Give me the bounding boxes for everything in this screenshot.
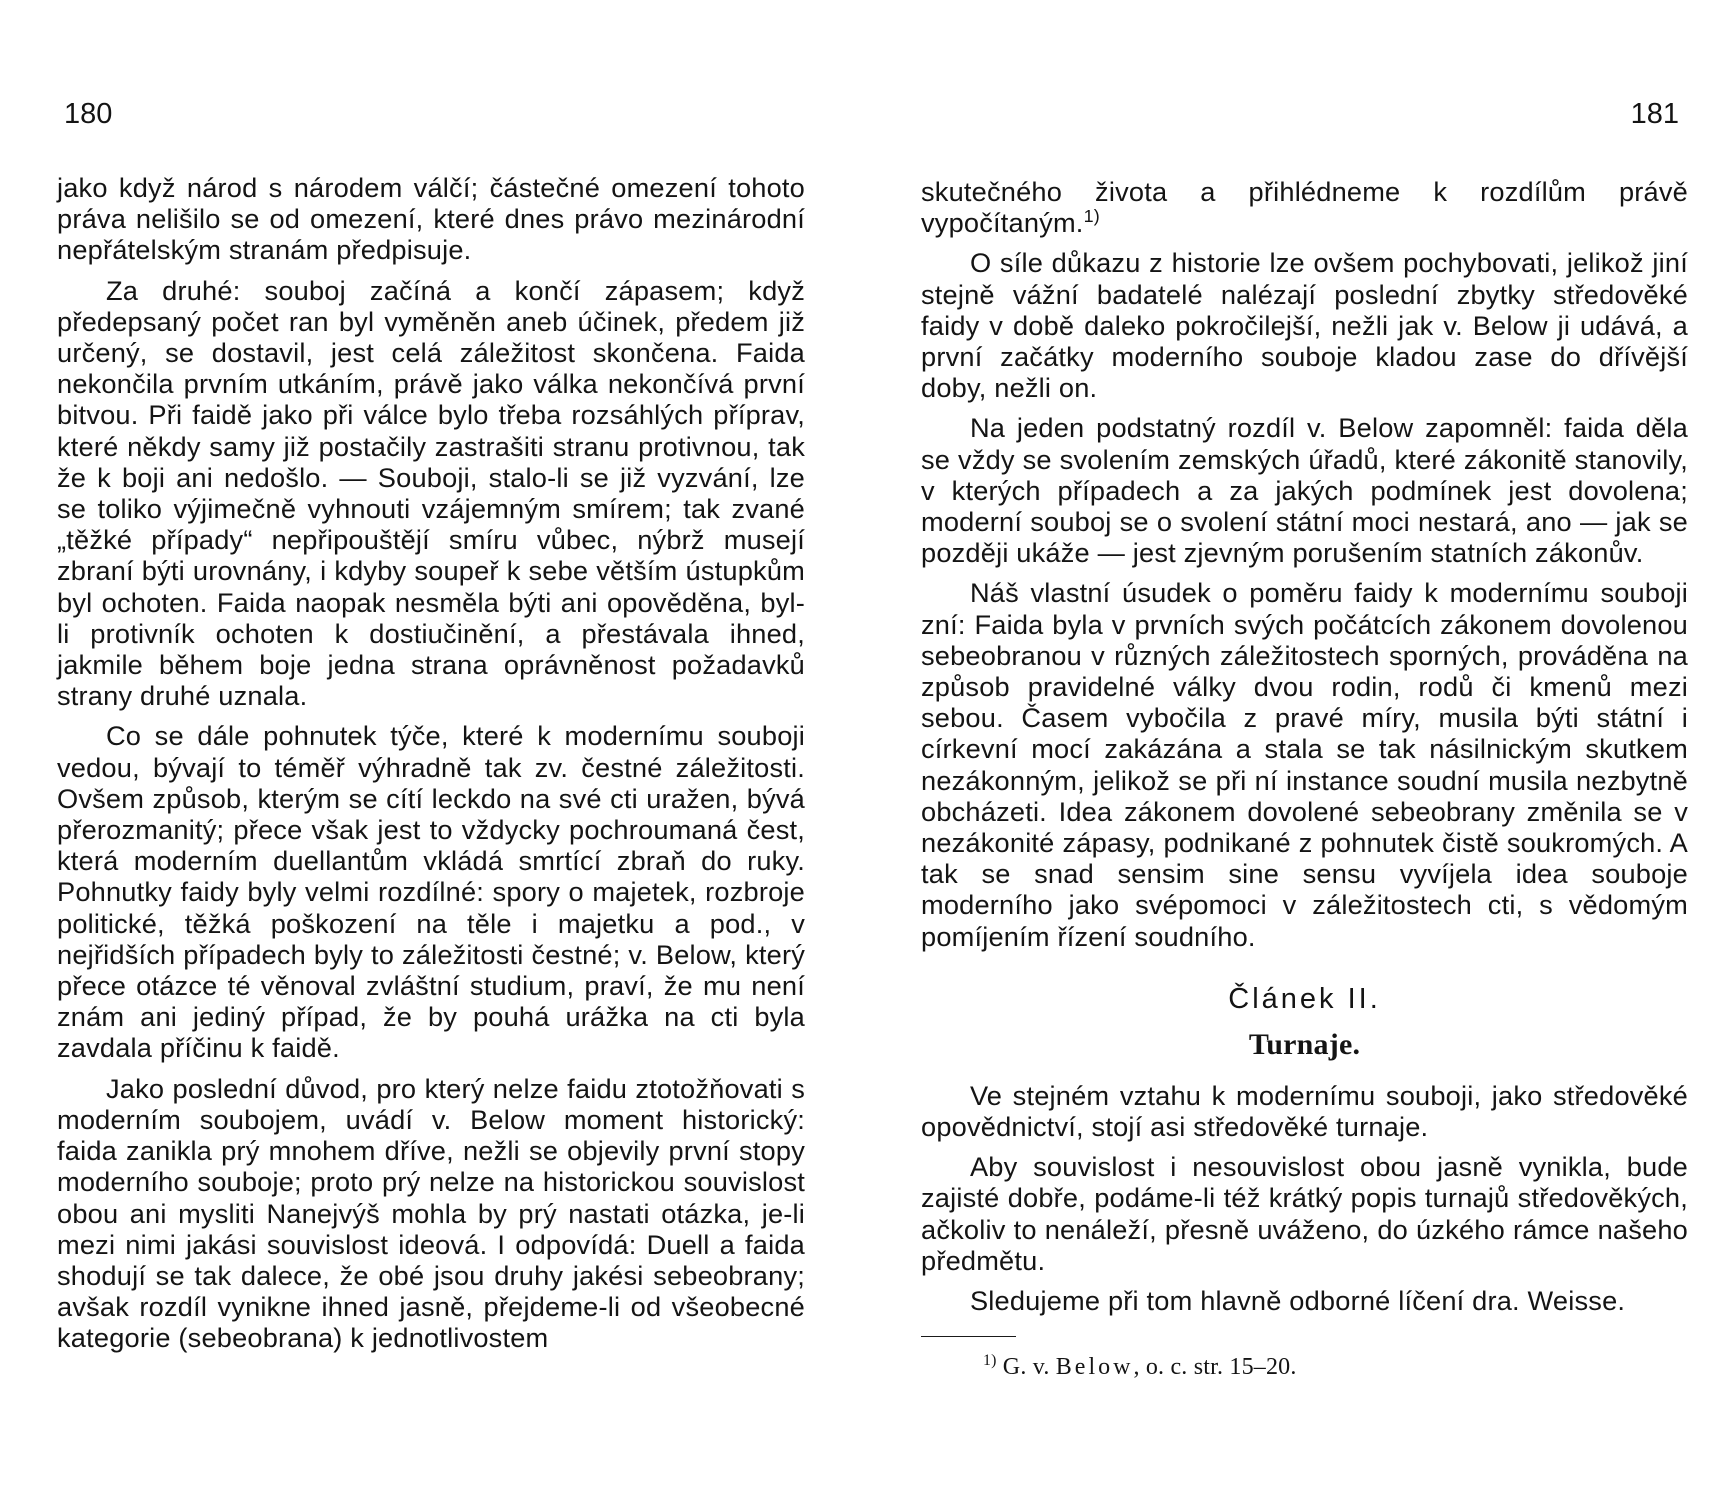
paragraph: Sledujeme při tom hlavně odborné líčení dra. Weisse. [969,1285,1626,1317]
paragraph: O síle důkazu z historie lze ovšem pochybovati, jelikož jiní stejně vážní badatelé nalézají poslední zbytky středověké faidy v době daleko pokročilejší, nežli jak v. Below ji udává, a první začátky moderního souboje kladou zase do dřívější doby, nežli on. [921,247,1688,404]
right-page-text [921,176,1688,1381]
footnote [983,1353,1688,1381]
paragraph: Na jeden podstatný rozdíl v. Below zapomněl: faida děla se vždy se svolením zemských úřadů, které zákonitě stanovily, v kterých případech a za jakých podmínek jest dovolena; moderní souboj se o svolení státní moci nestará, ano — jak se později ukáže — jest zjevným porušením statních zákonův. [921,412,1688,569]
page-number-right: 181 [1630,98,1679,130]
footnote-prefix: G. v. [1002,1354,1050,1381]
paragraph: Náš vlastní úsudek o poměru faidy k modernímu souboji zní: Faida byla v prvních svých počátcích zákonem dovolenou sebeobranou v různých záležitostech sporných, prováděna na způsob pravidelné války dvou rodin, rodů či kmenů mezi sebou. Časem vybočila z pravé míry, musila býti státní i církevní mocí zakázána a stala se tak násilnickým skutkem nezákonným, jelikož se při ní instance soudní musila nezbytně obcházeti. Idea zákonem dovolené sebeobrany změnila se v nezákonité zápasy, podnikané z pohnutek čistě soukromých. A tak se snad sensim sine sensu vyvíjela idea souboje moderního jako svépomoci v záležitostech cti, s vědomým pomíjením řízení soudního. [921,577,1688,952]
article-heading: Článek II. [1228,982,1381,1015]
footnote-author: Below [1055,1354,1134,1381]
section-heading: Turnaje. [1248,1027,1361,1061]
footnote-reference: 1) [1083,206,1100,227]
paragraph: Co se dále pohnutek týče, které k modernímu souboji vedou, bývají to téměř výhradně tak zv. čestné záležitosti. Ovšem způsob, kterým se cítí leckdo na své cti uražen, bývá přerozmanitý; přece však jest to vždycky pochroumaná čest, která moderním duellantům vkládá smrtící zbraň do ruky. Pohnutky faidy byly velmi rozdílné: spory o majetek, rozbroje politické, těžká poškození na těle i majetku a pod., v nejřidších případech byly to záležitosti čestné; v. Below, který přece otázce té věnoval zvláštní studium, praví, že mu není znám ani jediný případ, že by pouhá urážka na cti byla zavdala příčinu k faidě. [57,720,805,1064]
page-number-left: 180 [64,98,113,130]
footnote-marker: 1) [983,1352,997,1370]
paragraph: Aby souvislost i nesouvislost obou jasně vynikla, bude zajisté dobře, podáme-li též krátký popis turnajů středověkých, ačkoliv to nenáleží, přesně uváženo, do úzkého rámce našeho předmětu. [921,1151,1688,1276]
left-page-text [57,172,805,1363]
paragraph: Za druhé: souboj začíná a končí zápasem; když předepsaný počet ran byl vyměněn aneb účinek, předem již určený, se dostavil, jest celá záležitost skončena. Faida nekončila prvním utkáním, právě jako válka nekončívá první bitvou. Při faidě jako při válce bylo třeba rozsáhlých příprav, které někdy samy již postačily zastrašiti stranu protivnou, tak že k boji ani nedošlo. — Souboji, stalo-li se již vyzvání, lze se toliko výjimečně vyhnouti vzájemným smírem; tak zvané „těžké případy“ nepřipouštějí smíru vůbec, nýbrž musejí zbraní býti urovnány, i kdyby soupeř k sebe větším ústupkům byl ochoten. Faida naopak nesměla býti ani opověděna, byl-li protivník ochoten k dostiučinění, a přestávala ihned, jakmile během boje jedna strana oprávněnost požadavků strany druhé uznala. [57,274,805,712]
footnote-reference-text: , o. c. str. 15–20. [1133,1354,1297,1381]
paragraph: Jako poslední důvod, pro který nelze faidu ztotožňovati s moderním soubojem, uvádí v. Below moment historický: faida zanikla prý mnohem dříve, nežli se objevily první stopy moderního souboje; proto prý nelze na historickou souvislost obou ani mysliti Nanejvýš mohla by prý nastati otázka, je-li mezi nimi jakási souvislost ideová. I odpovídá: Duell a faida shodují se tak dalece, že obé jsou druhy jakési sebeobrany; avšak rozdíl vynikne ihned jasně, přejdeme-li od všeobecné kategorie (sebeobrana) k jednotlivostem [57,1072,805,1354]
paragraph-continued [921,176,1688,238]
paragraph-text: skutečného života a přihlédneme k rozdílům právě vypočítaným. [921,176,1688,239]
right-page [861,0,1722,1500]
footnote-divider [921,1336,1016,1337]
paragraph: Ve stejném vztahu k modernímu souboji, jako středověké opovědnictví, stojí asi středověké turnaje. [921,1079,1688,1143]
paragraph: jako když národ s národem válčí; částečné omezení tohoto práva nelišilo se od omezení, které dnes právo mezinárodní nepřátelským stranám předpisuje. [57,172,805,266]
